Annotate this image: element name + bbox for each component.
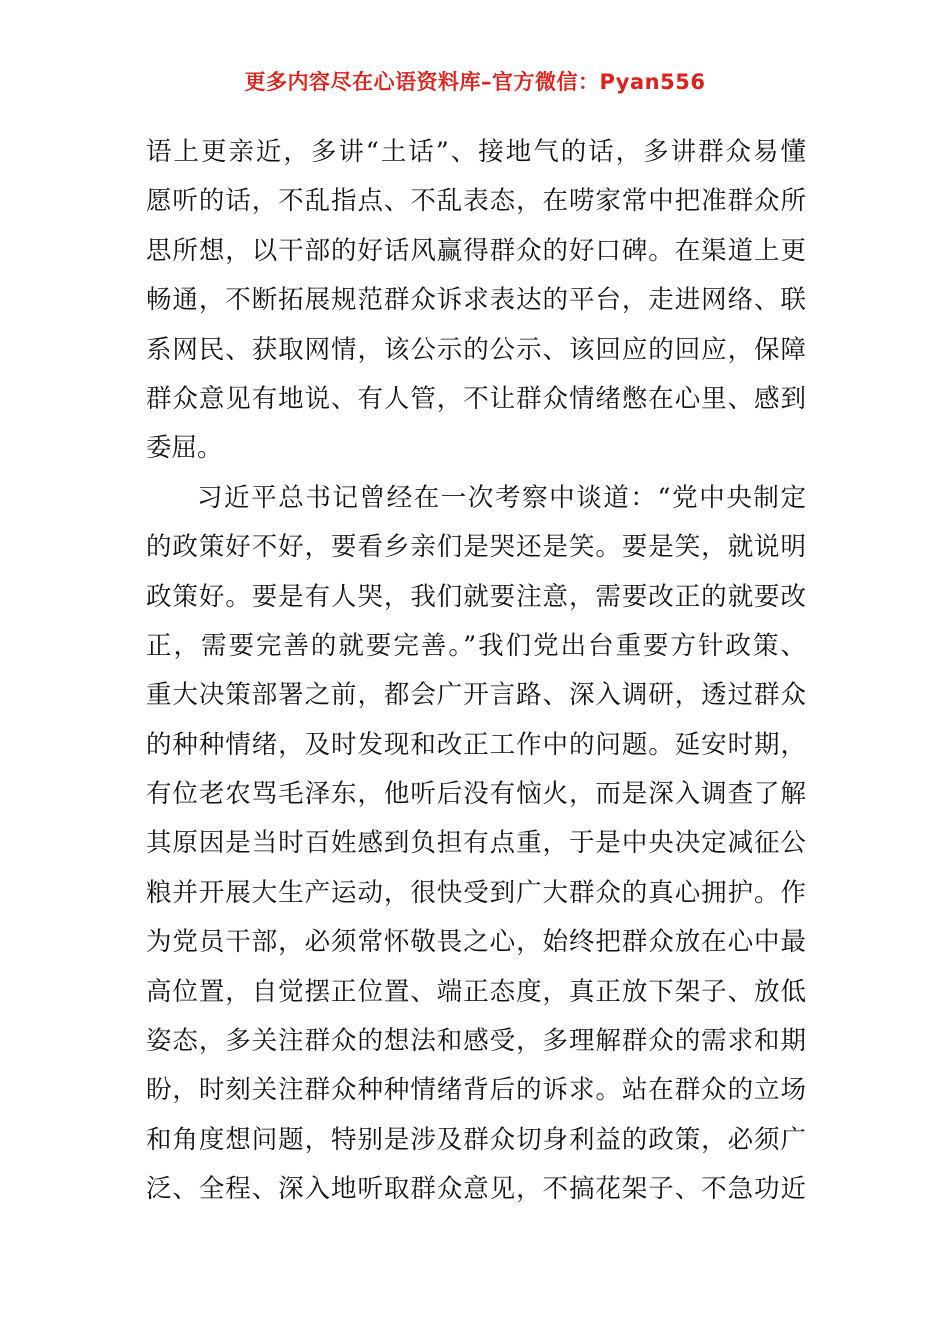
document-body bbox=[146, 128, 806, 1215]
text-line: 系网民、获取网情，该公示的公示、该回应的回应，保障 bbox=[146, 334, 806, 365]
paragraph-2 bbox=[146, 474, 806, 1215]
text-line: 习近平总书记曾经在一次考察中谈道：“党中央制定 bbox=[197, 482, 806, 513]
text-line: 委屈。 bbox=[146, 433, 223, 464]
text-line: 政策好。要是有人哭，我们就要注意，需要改正的就要改 bbox=[146, 581, 806, 612]
text-line: 和角度想问题，特别是涉及群众切身利益的政策，必须广 bbox=[146, 1124, 806, 1155]
text-line: 群众意见有地说、有人管，不让群众情绪憋在心里、感到 bbox=[146, 383, 806, 414]
text-line: 高位置，自觉摆正位置、端正态度，真正放下架子、放低 bbox=[146, 976, 806, 1007]
text-line: 粮并开展大生产运动，很快受到广大群众的真心拥护。作 bbox=[146, 877, 806, 908]
text-line: 重大决策部署之前，都会广开言路、深入调研，透过群众 bbox=[146, 680, 806, 711]
text-line: 愿听的话，不乱指点、不乱表态，在唠家常中把准群众所 bbox=[146, 186, 806, 217]
text-line: 姿态，多关注群众的想法和感受，多理解群众的需求和期 bbox=[146, 1026, 806, 1057]
text-line: 畅通，不断拓展规范群众诉求表达的平台，走进网络、联 bbox=[146, 285, 806, 316]
page-header-watermark: 更多内容尽在心语资料库–官方微信：Pyan556 bbox=[244, 70, 706, 94]
text-line: 的政策好不好，要看乡亲们是哭还是笑。要是笑，就说明 bbox=[146, 532, 806, 563]
text-line: 有位老农骂毛泽东，他听后没有恼火，而是深入调查了解 bbox=[146, 779, 806, 810]
text-line: 思所想，以干部的好话风赢得群众的好口碑。在渠道上更 bbox=[146, 235, 806, 266]
text-line: 正，需要完善的就要完善。”我们党出台重要方针政策、 bbox=[146, 630, 806, 661]
text-line: 的种种情绪，及时发现和改正工作中的问题。延安时期， bbox=[146, 729, 806, 760]
paragraph-1 bbox=[146, 128, 806, 474]
text-line: 盼，时刻关注群众种种情绪背后的诉求。站在群众的立场 bbox=[146, 1075, 806, 1106]
text-line: 为党员干部，必须常怀敬畏之心，始终把群众放在心中最 bbox=[146, 927, 806, 958]
text-line: 其原因是当时百姓感到负担有点重，于是中央决定减征公 bbox=[146, 828, 806, 859]
text-line: 语上更亲近，多讲“土话”、接地气的话，多讲群众易懂 bbox=[146, 137, 806, 167]
text-line: 泛、全程、深入地听取群众意见，不搞花架子、不急功近 bbox=[146, 1174, 806, 1205]
